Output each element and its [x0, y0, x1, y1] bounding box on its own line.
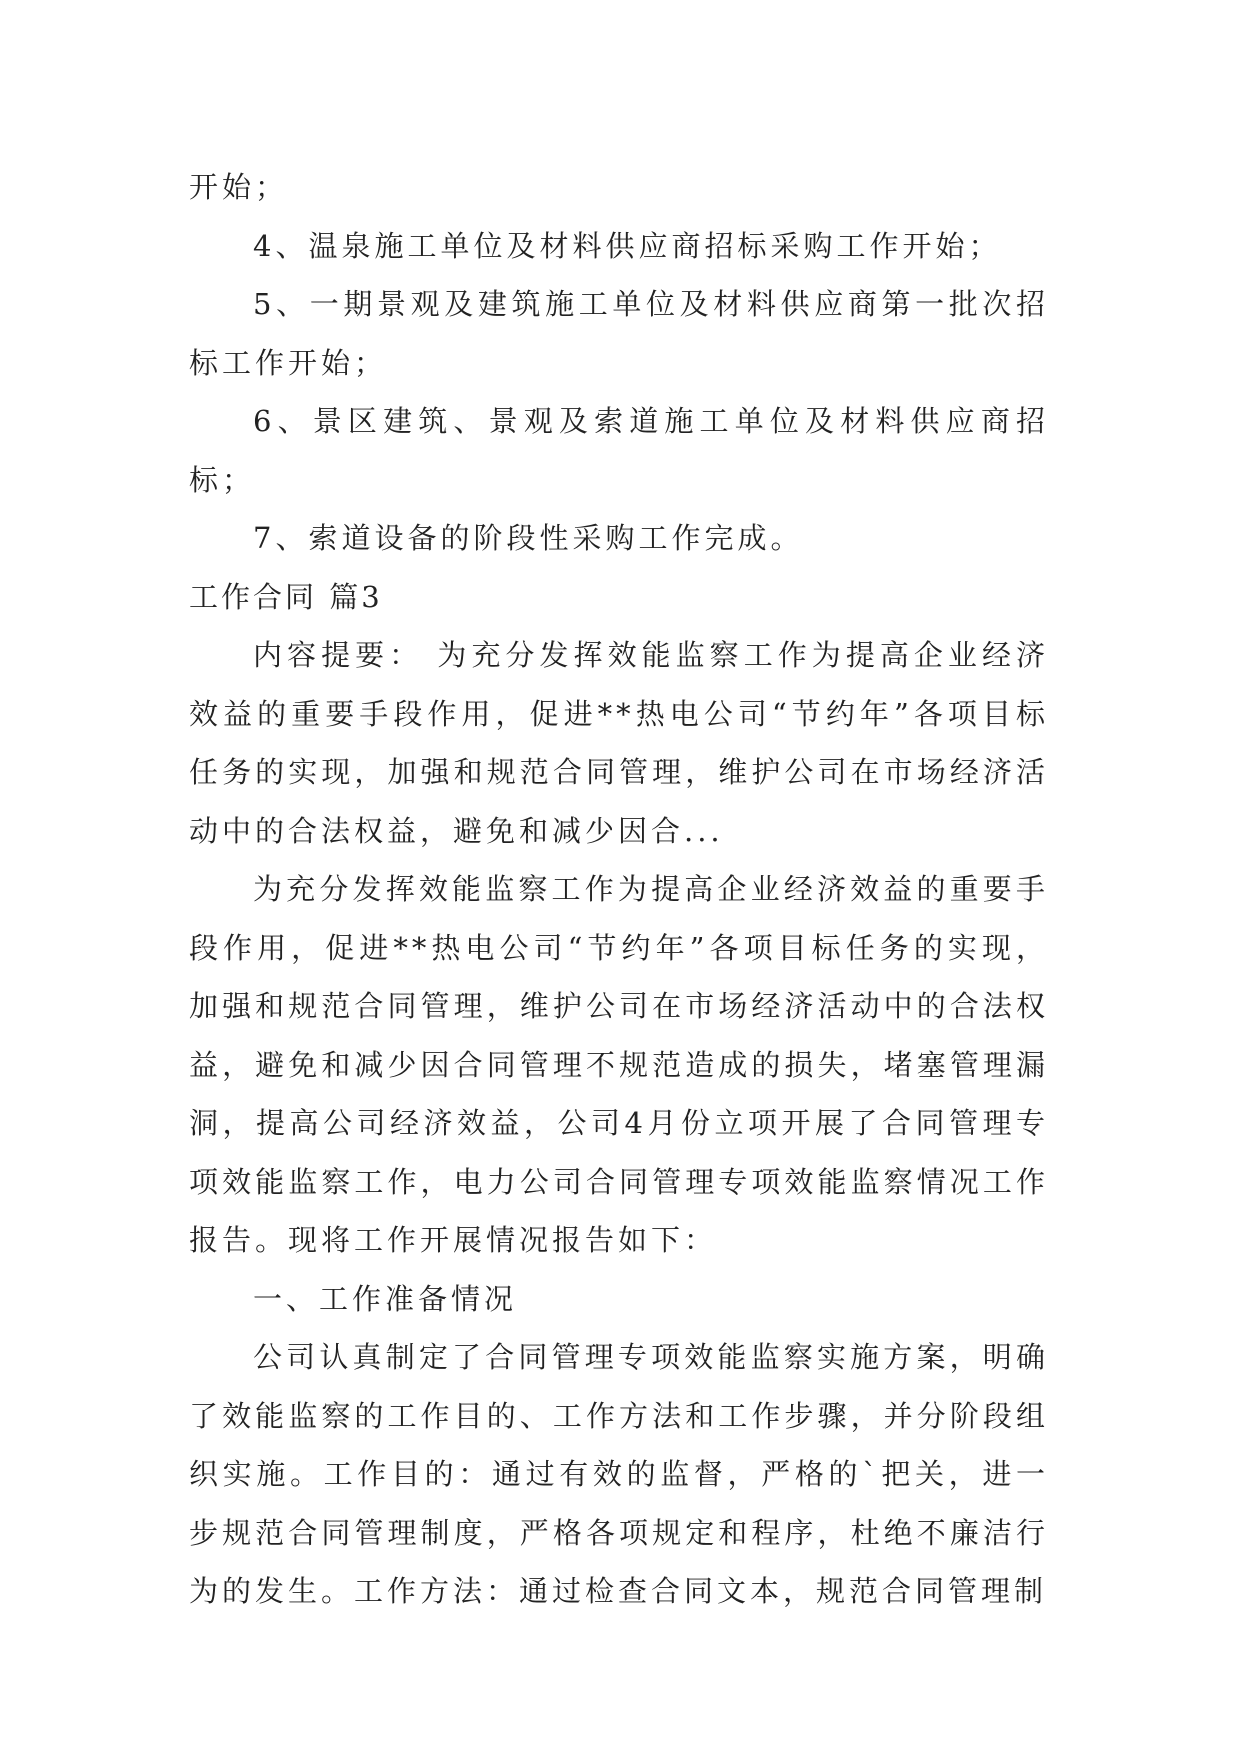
body-paragraph: 为充分发挥效能监察工作为提高企业经济效益的重要手段作用，促进**热电公司“节约年”各项目标任务的实现，加强和规范合同管理，维护公司在市场经济活动中的合法权益，避免和减少因合同管理不规范造成的损失，堵塞管理漏洞，提高公司经济效益，公司4月份立项开展了合同管理专项效能监察工作，电力公司合同管理专项效能监察情况工作报告。现将工作开展情况报告如下：: [189, 872, 1049, 1257]
section-heading: 工作合同 篇3: [189, 579, 383, 614]
list-item-6: 6、景区建筑、景观及索道施工单位及材料供应商招标；: [189, 404, 1049, 497]
body-paragraph: 公司认真制定了合同管理专项效能监察实施方案，明确了效能监察的工作目的、工作方法和工作步骤，并分阶段组织实施。工作目的：通过有效的监督，严格的`把关，进一步规范合同管理制度，严格各项规定和程序，杜绝不廉洁行为的发生。工作方法：通过检查合同文本，规范合同管理制: [189, 1340, 1049, 1608]
document-body: [189, 158, 1049, 1621]
subheading-preparation: 一、工作准备情况: [253, 1281, 518, 1316]
list-item-4: 4、温泉施工单位及材料供应商招标采购工作开始；: [253, 228, 1002, 263]
paragraph-continuation: 开始；: [189, 170, 289, 204]
summary-paragraph: 内容提要： 为充分发挥效能监察工作为提高企业经济效益的重要手段作用，促进**热电公司“节约年”各项目标任务的实现，加强和规范合同管理，维护公司在市场经济活动中的合法权益，避免和减少因合...: [189, 638, 1049, 848]
list-item-5: 5、一期景观及建筑施工单位及材料供应商第一批次招标工作开始；: [189, 287, 1049, 380]
list-item-7: 7、索道设备的阶段性采购工作完成。: [253, 521, 804, 555]
